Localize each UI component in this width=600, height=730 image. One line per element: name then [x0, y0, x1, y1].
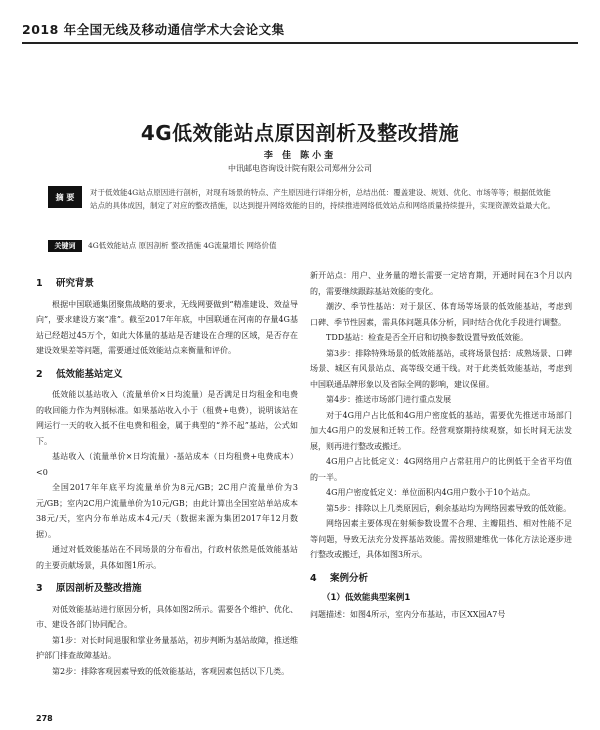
paragraph: 4G用户密度低定义：单位面积内4G用户数小于10个站点。	[326, 488, 536, 497]
paragraph: 第1步：对长时间退服和掌业务量基站，初步判断为基站故障，推送维护部门排查故障基站。	[36, 635, 298, 660]
paper-affiliation: 中讯邮电咨询设计院有限公司郑州分公司	[228, 164, 372, 173]
paragraph: 第5步：排除以上几类原因后，剩余基站均为网络因素导致的低效能。	[326, 503, 572, 513]
section-heading	[36, 276, 298, 292]
paragraph: 基站收入（流量单价×日均流量）-基站成本（日均租费+电费成本）<0	[36, 452, 298, 477]
keywords-text: 4G低效能站点 原因剖析 整改措施 4G流量增长 网络价值	[88, 241, 277, 250]
left-column	[36, 268, 298, 679]
paragraph: 新开站点：用户、业务量的增长需要一定培育期，开通时间在3个月以内的，需要继续跟踪基站效能的变化。	[310, 271, 572, 296]
paragraph: 全国2017年年底平均流量单价为8元/GB；2C用户流量单价为3元/GB；室内2C用户流量单价为10元/GB；由此计算出全国室站单站成本38元/天，室内分布单站成本4元/天（数据来源为集团2017年12月数据）。	[36, 483, 298, 539]
section-title: 案例分析	[330, 572, 369, 584]
header-title: 2018 年全国无线及移动通信学术大会论文集	[22, 22, 285, 37]
keywords-label: 关键词	[48, 240, 82, 252]
section-number: 3	[36, 583, 43, 594]
paragraph: 4G用户占比低定义：4G网络用户占常驻用户的比例低于全省平均值的一半。	[310, 457, 572, 482]
section-number: 1	[36, 278, 43, 289]
paper-authors: 李 佳 陈小奎	[263, 151, 337, 161]
abstract-text: 对于低效能4G站点原因进行剖析，对现有场景的特点、产生原因进行详细分析，总结出低：覆盖建设、规划、优化、市场等等；根据低效能站点的具体成因，制定了对应的整改措施，以达到提升网络效能的目的，持续推进网络低效站点和网络质量持续提升，实现资源效益最大化。	[90, 188, 555, 210]
paragraph: 第3步：排除特殊场景的低效能基站，或将场景包括：成熟场景、口碑场景、城区有风景站点、高等级交通干线。对于此类低效能基站，考虑到中国联通品牌形象以及省际全网的影响，建议保留。	[310, 348, 572, 389]
paragraph: 根据中国联通集团聚焦战略的要求，无线网要做到“精准建设、效益导向”，要求建设方案“准”。截至2017年年底，中国联通在河南的存量4G基站已经超过45万个，如此大体量的基站是否建设在合理的区域，是否存在建设效果差等问题，需要通过低效能站点来衡量和评价。	[36, 299, 298, 355]
subsection-heading: （1）低效能典型案例1	[322, 593, 411, 603]
paragraph: 低效能以基站收入（流量单价×日均流量）是否满足日均租金和电费的收回能力作为判别标准。如果基站收入小于（租费+电费），说明该站在网运行一天的收入抵不住电费和租金，属于典型的“养不起”基站，公式如下。	[36, 390, 298, 446]
paragraph: TDD基站：检查是否全开启和切换参数设置导致低效能。	[326, 333, 529, 342]
section-title: 研究背景	[56, 278, 95, 289]
section-number: 4	[310, 572, 317, 584]
section-heading	[36, 581, 298, 597]
paper-title: 4G低效能站点原因剖析及整改措施	[140, 121, 460, 145]
paragraph: 第4步：推送市场部门进行重点发展	[326, 395, 452, 404]
page-number: 278	[36, 714, 53, 723]
paragraph: 通过对低效能基站在不同场景的分布看出，行政村依然是低效能基站的主要贡献场景，具体如图1所示。	[36, 545, 298, 570]
section-number: 2	[36, 368, 43, 380]
section-title: 低效能基站定义	[56, 368, 123, 380]
paragraph: 对于4G用户占比低和4G用户密度低的基站，需要优先推送市场部门加大4G用户的发展和迁转工作。经营观察期持续观察，如长时间无法发展，则再进行整改或搬迁。	[310, 410, 572, 451]
paragraph: 第2步：排除客观因素导致的低效能基站，客观因素包括以下几类。	[52, 666, 290, 676]
paragraph: 问题描述：如图4所示，室内分布基站，市区XX园A7号	[310, 609, 506, 619]
section-heading	[310, 571, 572, 587]
paragraph: 对低效能基站进行原因分析，具体如图2所示。需要各个维护、优化、市、建设各部门协同配合。	[36, 604, 298, 629]
section-heading	[36, 367, 298, 383]
running-header	[22, 20, 582, 38]
right-column	[310, 268, 572, 622]
abstract-label: 摘 要	[48, 186, 82, 208]
header-rule	[22, 42, 578, 44]
section-title: 原因剖析及整改措施	[56, 583, 142, 594]
paragraph: 潮汐、季节性基站：对于景区、体育场等场景的低效能基站，考虑到口碑、季节性因素，需具体问题具体分析，同时结合优化手段进行调整。	[310, 302, 572, 327]
paragraph: 网络因素主要体现在射频参数设置不合理、主瓣阻挡、相对性能不足等问题，导致无法充分发挥基站效能。需按照建维优一体化方法论逐步进行整改或搬迁，具体如图3所示。	[310, 519, 572, 559]
